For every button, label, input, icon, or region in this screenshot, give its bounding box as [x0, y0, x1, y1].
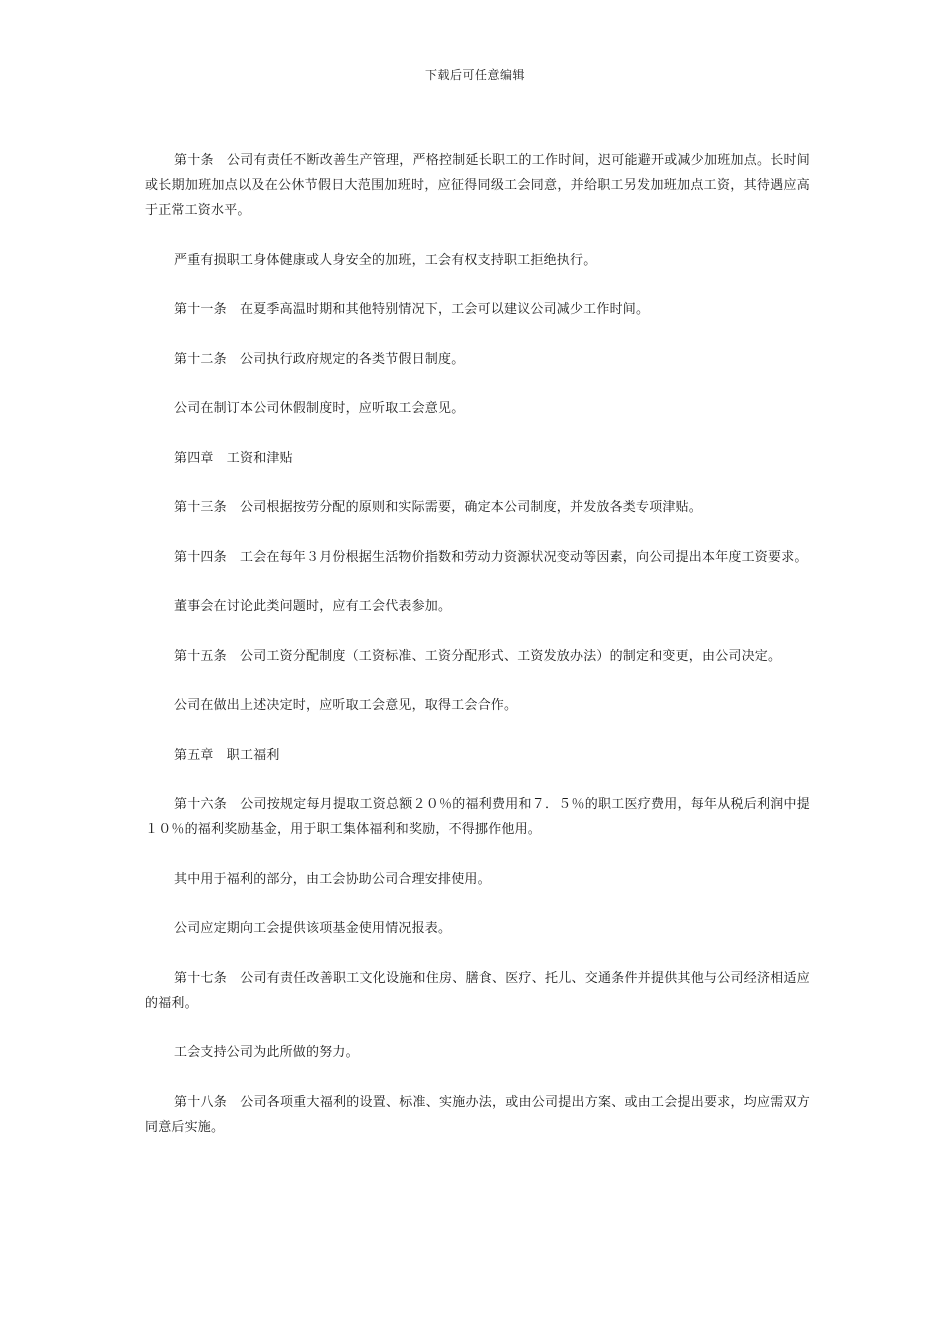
chapter-heading-5: 第五章 职工福利 [174, 747, 280, 763]
paragraph-overtime-refusal: 严重有损职工身体健康或人身安全的加班，工会有权支持职工拒绝执行。 [174, 252, 597, 268]
paragraph-article-14: 第十四条 工会在每年３月份根据生活物价指数和劳动力资源状况变动等因素，向公司提出本年度工资要求。 [174, 549, 808, 565]
paragraph-article-16: 第十六条 公司按规定每月提取工资总额２０％的福利费用和７．５％的职工医疗费用，每年从税后利润中提１０％的福利奖励基金，用于职工集体福利和奖励，不得挪作他用。 [145, 797, 810, 837]
paragraph-board-discussion: 董事会在讨论此类问题时，应有工会代表参加。 [174, 599, 452, 614]
document-body [145, 148, 810, 1164]
paragraph-union-cooperation: 公司在做出上述决定时，应听取工会意见，取得工会合作。 [174, 698, 518, 713]
chapter-heading-4: 第四章 工资和津贴 [174, 450, 293, 466]
paragraph-fund-report: 公司应定期向工会提供该项基金使用情况报表。 [174, 921, 452, 936]
paragraph-article-12: 第十二条 公司执行政府规定的各类节假日制度。 [174, 351, 465, 367]
paragraph-leave-policy: 公司在制订本公司休假制度时，应听取工会意见。 [174, 401, 465, 416]
paragraph-article-15: 第十五条 公司工资分配制度（工资标准、工资分配形式、工资发放办法）的制定和变更，由公司决定。 [174, 648, 782, 664]
paragraph-article-13: 第十三条 公司根据按劳分配的原则和实际需要，确定本公司制度，并发放各类专项津贴。 [174, 500, 703, 515]
paragraph-welfare-usage: 其中用于福利的部分，由工会协助公司合理安排使用。 [174, 871, 491, 887]
paragraph-article-10: 第十条 公司有责任不断改善生产管理，严格控制延长职工的工作时间，迟可能避开或减少加班加点。长时间或长期加班加点以及在公休节假日大范围加班时，应征得同级工会同意，并给职工另发加班加点工资，其待遇应高于正常工资水平。 [145, 153, 810, 218]
page-header: 下载后可任意编辑 [424, 68, 525, 82]
paragraph-article-17: 第十七条 公司有责任改善职工文化设施和住房、膳食、医疗、托儿、交通条件并提供其他与公司经济相适应的福利。 [145, 970, 810, 1011]
paragraph-union-support: 工会支持公司为此所做的努力。 [174, 1045, 359, 1060]
paragraph-article-11: 第十一条 在夏季高温时期和其他特别情况下，工会可以建议公司减少工作时间。 [174, 302, 650, 317]
paragraph-article-18: 第十八条 公司各项重大福利的设置、标准、实施办法，或由公司提出方案、或由工会提出要求，均应需双方同意后实施。 [145, 1094, 810, 1135]
